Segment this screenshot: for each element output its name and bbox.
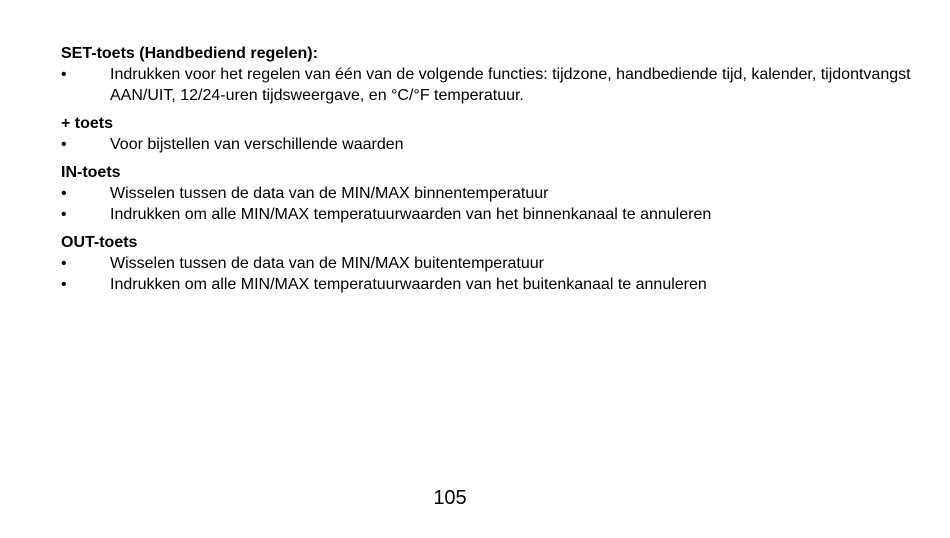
list-item — [61, 253, 921, 274]
list-item — [61, 204, 921, 225]
bullet-icon: • — [61, 136, 67, 153]
bullet-icon: • — [61, 185, 67, 202]
list-item — [61, 274, 921, 295]
section-set-button — [61, 44, 921, 106]
list-item — [61, 134, 921, 155]
manual-content — [61, 44, 921, 303]
list-item-text: Wisselen tussen de data van de MIN/MAX binnentemperatuur — [110, 185, 549, 202]
list-item-text: Indrukken om alle MIN/MAX temperatuurwaarden van het buitenkanaal te annuleren — [110, 276, 707, 293]
section-title: OUT-toets — [61, 234, 138, 251]
page-number: 105 — [433, 487, 467, 509]
section-title: SET-toets (Handbediend regelen): — [61, 45, 318, 62]
section-plus-button — [61, 114, 921, 155]
bullet-list — [61, 253, 921, 295]
bullet-list — [61, 183, 921, 225]
list-item-text: Voor bijstellen van verschillende waarden — [110, 136, 404, 153]
bullet-list — [61, 134, 921, 155]
list-item — [61, 64, 921, 106]
bullet-icon: • — [61, 66, 67, 83]
section-in-button — [61, 163, 921, 225]
section-out-button — [61, 233, 921, 295]
list-item-text: Indrukken om alle MIN/MAX temperatuurwaarden van het binnenkanaal te annuleren — [110, 206, 712, 223]
bullet-list — [61, 64, 921, 106]
bullet-icon: • — [61, 255, 67, 272]
bullet-icon: • — [61, 276, 67, 293]
list-item-text: Wisselen tussen de data van de MIN/MAX buitentemperatuur — [110, 255, 544, 272]
section-title: IN-toets — [61, 164, 121, 181]
section-title: + toets — [61, 115, 114, 132]
bullet-icon: • — [61, 206, 67, 223]
list-item — [61, 183, 921, 204]
list-item-text: Indrukken voor het regelen van één van de volgende functies: tijdzone, handbediende tijd, kalender, tijdontvangst AAN/UIT, 12/24-uren tijdsweergave, en °C/°F temperatuur. — [110, 66, 911, 104]
